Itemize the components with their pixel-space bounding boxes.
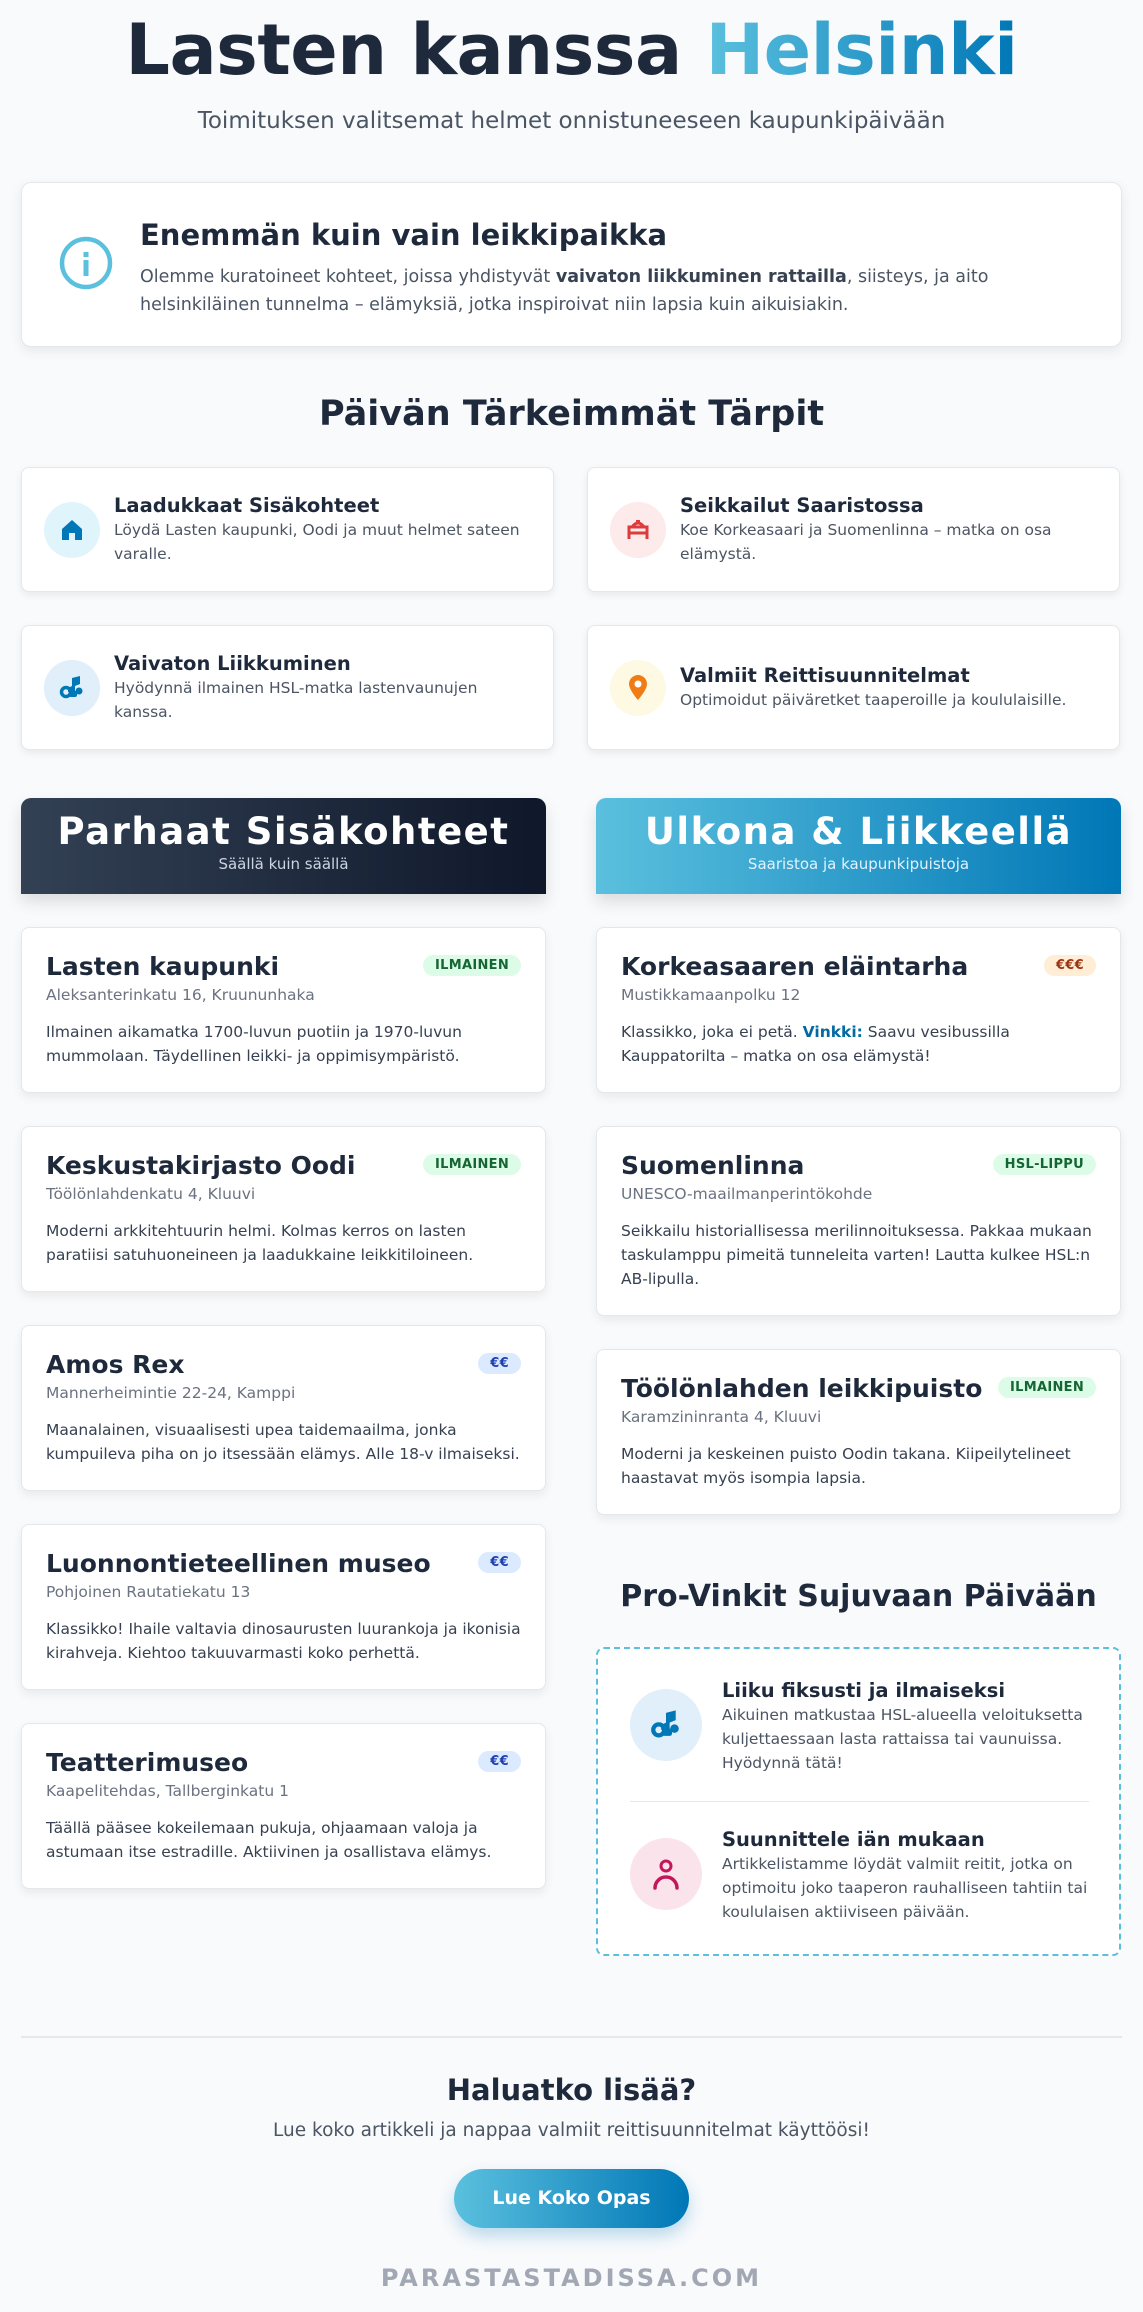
info-icon [58, 235, 114, 291]
pro-tip [630, 1679, 1089, 1775]
highlights-title: Päivän Tärkeimmät Tärpit [318, 394, 825, 434]
hero [21, 0, 1122, 170]
place-address: Aleksanterinkatu 16, Kruununhaka [46, 986, 315, 1004]
cta-text: Lue koko artikkeli ja nappaa valmiit reittisuunnitelmat käyttöösi! [273, 2120, 870, 2141]
place-address: Pohjoinen Rautatiekatu 13 [46, 1583, 251, 1601]
places-columns [21, 798, 1122, 1956]
place-description: Seikkailu historiallisessa merilinnoituksessa. Pakkaa mukaan taskulamppu pimeitä tunneleita varten! Lautta kulkee HSL:n AB-lipulla. [621, 1222, 1092, 1288]
place-name: Töölönlahden leikkipuisto [621, 1374, 983, 1403]
indoor-column [21, 798, 546, 1956]
intro-body [140, 217, 1091, 319]
highlight-body [114, 652, 531, 724]
place-card [21, 1723, 546, 1889]
highlight-text: Koe Korkeasaari ja Suomenlinna – matka on osa elämystä. [680, 520, 1052, 563]
outdoor-subtitle: Saaristoa ja kaupunkipuistoja [747, 855, 970, 873]
place-description: Moderni arkkitehtuurin helmi. Kolmas kerros on lasten paratiisi satuhuoneineen ja laadukkaine leikkitiloineen. [46, 1222, 474, 1264]
highlight-card [587, 625, 1120, 750]
page-title [21, 10, 1122, 90]
place-name: Suomenlinna [621, 1151, 805, 1180]
highlight-body [114, 494, 531, 566]
highlight-body [680, 494, 1097, 566]
place-name: Luonnontieteellinen museo [46, 1549, 431, 1578]
home-icon [44, 502, 100, 558]
highlight-title: Seikkailut Saaristossa [680, 493, 924, 517]
intro-text [140, 263, 1091, 319]
place-head [46, 950, 521, 984]
place-address: UNESCO-maailmanperintökohde [621, 1185, 873, 1203]
place-address: Kaapelitehdas, Tallberginkatu 1 [46, 1782, 289, 1800]
place-card [21, 927, 546, 1093]
place-description: Klassikko! Ihaile valtavia dinosaurusten luurankoja ja ikonisia kirahveja. Kiehtoo takuuvarmasti koko perhettä. [46, 1620, 521, 1662]
intro-text-bold: vaivaton liikkuminen rattailla [555, 267, 847, 287]
desc-start: Klassikko, joka ei petä. [621, 1023, 803, 1041]
place-description [621, 1020, 1096, 1068]
price-badge: HSL-LIPPU [993, 1154, 1096, 1175]
highlight-title: Vaivaton Liikkuminen [114, 651, 351, 675]
price-badge: ILMAINEN [423, 955, 521, 976]
cta-section [21, 2038, 1122, 2312]
place-card [21, 1325, 546, 1491]
highlight-card [21, 467, 554, 592]
boat-icon [610, 502, 666, 558]
place-head [621, 950, 1096, 984]
desc-end: Saavu vesibussilla Kauppatorilta – matka on osa elämystä! [621, 1023, 1010, 1065]
place-card [596, 927, 1121, 1093]
price-badge: €€ [478, 1552, 521, 1573]
place-card [21, 1524, 546, 1690]
person-icon [630, 1838, 702, 1910]
intro-title: Enemmän kuin vain leikkipaikka [140, 218, 668, 252]
pro-tips-title: Pro-Vinkit Sujuvaan Päivään [620, 1579, 1097, 1614]
intro-text-end: , siisteys, ja aito helsinkiläinen tunnelma – elämyksiä, jotka inspiroivat niin lapsia kuin aikuisiakin. [140, 267, 989, 315]
outdoor-title: Ulkona & Liikkeellä [644, 810, 1073, 853]
place-name: Teatterimuseo [46, 1748, 249, 1777]
highlight-title: Laadukkaat Sisäkohteet [114, 493, 380, 517]
place-head [46, 1348, 521, 1382]
pro-tip-body [722, 1679, 1089, 1775]
divider [630, 1801, 1089, 1802]
intro-card [21, 182, 1122, 347]
price-badge: ILMAINEN [998, 1377, 1096, 1398]
title-accent: Helsinki [705, 9, 1018, 91]
place-description: Moderni ja keskeinen puisto Oodin takana. Kiipeilytelineet haastavat myös isompia lapsia. [621, 1445, 1071, 1487]
place-head [46, 1746, 521, 1780]
highlight-text: Hyödynnä ilmainen HSL-matka lastenvaunujen kanssa. [114, 678, 478, 721]
pro-tip [630, 1828, 1089, 1924]
stroller-icon [44, 660, 100, 716]
price-badge: €€€ [1044, 955, 1096, 976]
place-name: Lasten kaupunki [46, 952, 280, 981]
highlight-text: Löydä Lasten kaupunki, Oodi ja muut helmet sateen varalle. [114, 520, 520, 563]
highlight-card [587, 467, 1120, 592]
brand-logo: PARASTASTADISSA.COM [380, 2264, 763, 2292]
place-head [621, 1149, 1096, 1183]
place-name: Korkeasaaren eläintarha [621, 952, 969, 981]
place-address: Mannerheimintie 22-24, Kamppi [46, 1384, 296, 1402]
read-guide-button[interactable]: Lue Koko Opas [454, 2169, 688, 2228]
place-address: Töölönlahdenkatu 4, Kluuvi [46, 1185, 256, 1203]
highlight-text: Optimoidut päiväretket taaperoille ja koululaisille. [680, 690, 1067, 709]
pro-tip-body [722, 1828, 1089, 1924]
pro-tip-title: Suunnittele iän mukaan [722, 1828, 985, 1851]
indoor-subtitle: Säällä kuin säällä [218, 855, 349, 873]
pro-tip-text: Artikkelistamme löydät valmiit reitit, jotka on optimoitu joko taaperon rauhalliseen tahtiin tai koululaisen aktiiviseen päivään. [722, 1855, 1088, 1921]
price-badge: ILMAINEN [423, 1154, 521, 1175]
pro-tip-text: Aikuinen matkustaa HSL-alueella veloituksetta kuljettaessaan lasta rattaissa tai vaunuissa. Hyödynnä tätä! [722, 1706, 1083, 1772]
price-badge: €€ [478, 1353, 521, 1374]
price-badge: €€ [478, 1751, 521, 1772]
place-name: Keskustakirjasto Oodi [46, 1151, 356, 1180]
highlights-grid [21, 467, 1122, 750]
pro-tip-title: Liiku fiksusti ja ilmaiseksi [722, 1679, 1005, 1702]
place-head [46, 1547, 521, 1581]
outdoor-column [596, 798, 1121, 1956]
place-address: Karamzininranta 4, Kluuvi [621, 1408, 822, 1426]
place-address: Mustikkamaanpolku 12 [621, 986, 801, 1004]
highlight-body [680, 664, 1066, 712]
intro-text-start: Olemme kuratoineet kohteet, joissa yhdistyvät [140, 267, 556, 287]
map-pin-icon [610, 660, 666, 716]
place-head [46, 1149, 521, 1183]
place-description: Maanalainen, visuaalisesti upea taidemaailma, jonka kumpuileva piha on jo itsessään elämys. Alle 18-v ilmaiseksi. [46, 1421, 520, 1463]
highlight-card [21, 625, 554, 750]
place-description: Ilmainen aikamatka 1700-luvun puotiin ja 1970-luvun mummolaan. Täydellinen leikki- ja oppimisympäristö. [46, 1023, 462, 1065]
tip-label: Vinkki: [802, 1023, 863, 1041]
place-card [596, 1349, 1121, 1515]
title-main: Lasten kanssa [125, 9, 682, 91]
page-subtitle: Toimituksen valitsemat helmet onnistuneeseen kaupunkipäivään [197, 108, 946, 134]
cta-title: Haluatko lisää? [446, 2073, 697, 2107]
highlight-title: Valmiit Reittisuunnitelmat [680, 663, 970, 687]
place-name: Amos Rex [46, 1350, 185, 1379]
place-description: Täällä pääsee kokeilemaan pukuja, ohjaamaan valoja ja astumaan itse estradille. Aktiivinen ja osallistava elämys. [46, 1819, 492, 1861]
place-card [21, 1126, 546, 1292]
place-card [596, 1126, 1121, 1316]
pro-tips-box [596, 1647, 1121, 1956]
outdoor-header [596, 798, 1121, 894]
place-head [621, 1372, 1096, 1406]
stroller-icon [630, 1689, 702, 1761]
indoor-header [21, 798, 546, 894]
indoor-title: Parhaat Sisäkohteet [57, 810, 510, 853]
